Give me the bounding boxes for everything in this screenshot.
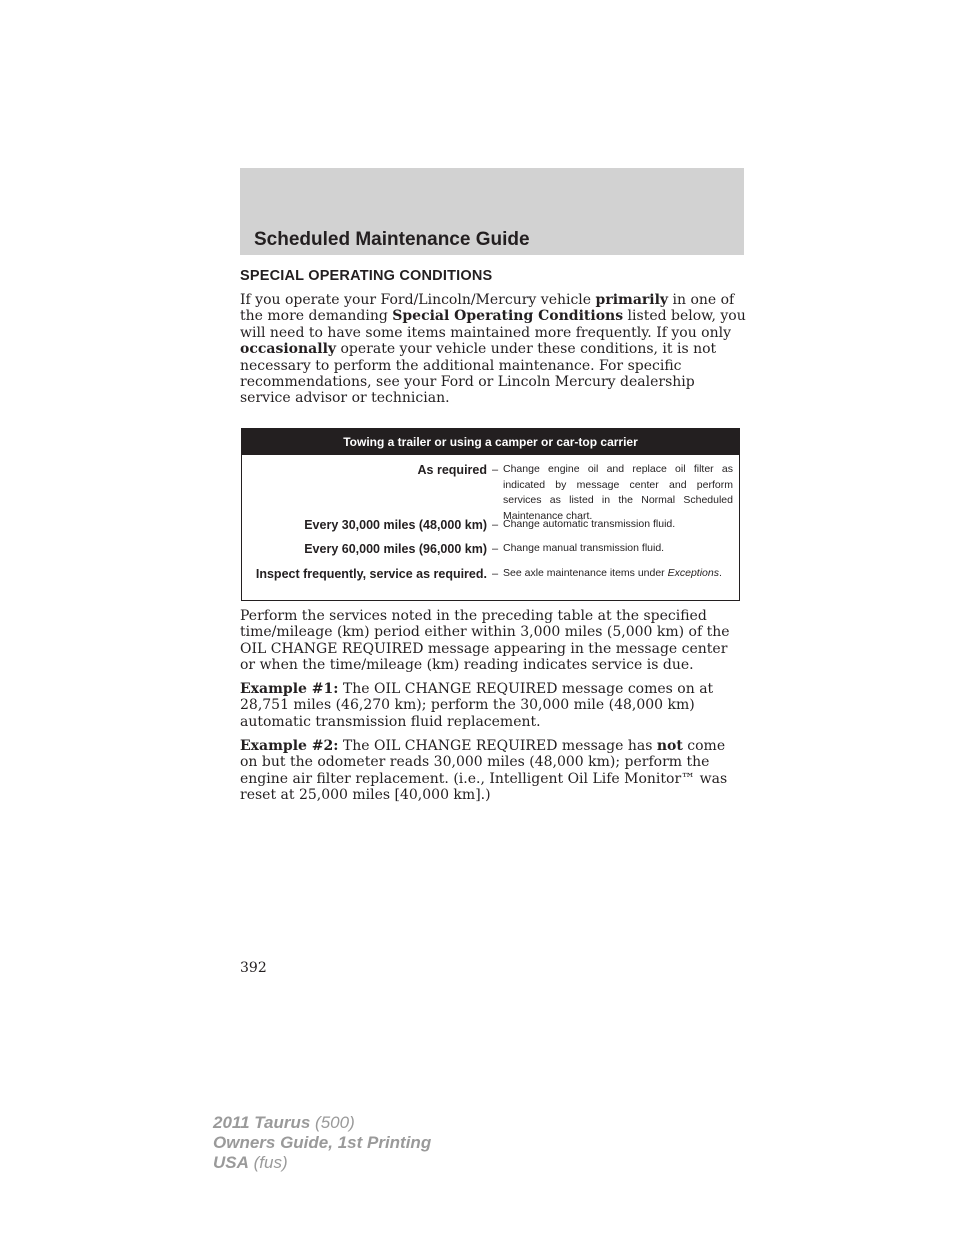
intro-bold-conditions: Special Operating Conditions — [392, 308, 624, 325]
intro-bold-occasionally: occasionally — [240, 341, 337, 358]
row-description: Change automatic transmission fluid. — [503, 518, 676, 530]
footer-line-2 — [213, 1133, 431, 1153]
page-header-title: Scheduled Maintenance Guide — [254, 229, 530, 250]
row-description — [503, 566, 733, 582]
intro-text-4: operate your vehicle under these conditions, it is not necessary to perform the additional maintenance. For specific recommendations, see your Ford or Lincoln Mercury dealership service advisor or technician. — [240, 341, 717, 407]
example-2-text-1: The OIL CHANGE REQUIRED message has — [338, 738, 657, 754]
intro-bold-primarily: primarily — [595, 292, 669, 308]
row-description-emphasis: Exceptions — [667, 567, 719, 579]
footer-model-code: (500) — [310, 1113, 355, 1132]
row-description-end: . — [718, 567, 722, 579]
footer-imprint — [213, 1113, 431, 1173]
table-row — [242, 541, 739, 557]
example-2-text-2: come on but the odometer reads 30,000 miles (48,000 km); perform the engine air filter replacement. (i.e., Intelligent Oil Life Monitor™ was reset at 25,000 miles [40,000 km].) — [240, 738, 728, 804]
maintenance-table — [241, 428, 740, 601]
row-description-text: See axle maintenance items under — [503, 567, 668, 579]
footer-market: USA — [213, 1153, 249, 1172]
section-heading: SPECIAL OPERATING CONDITIONS — [240, 268, 493, 284]
intro-paragraph — [240, 292, 746, 407]
example-2-label: Example #2: — [240, 738, 339, 754]
row-dash: – — [491, 464, 499, 476]
after-table-paragraph: Perform the services noted in the preceding table at the specified time/mileage (km) period either within 3,000 miles (5,000 km) of the OIL CHANGE REQUIRED message appearing in the message center or when the time/mileage (km) reading indicates service is due. — [240, 608, 730, 674]
example-2-paragraph — [240, 738, 746, 804]
intro-text-3: listed below, you will need to have some items maintained more frequently. If you only — [240, 308, 746, 341]
table-row — [242, 566, 739, 582]
intro-text-1: If you operate your Ford/Lincoln/Mercury vehicle — [240, 292, 596, 308]
example-1-paragraph — [240, 681, 746, 730]
footer-printing: Owners Guide, 1st Printing — [213, 1133, 432, 1152]
row-label: Every 60,000 miles (96,000 km) — [304, 542, 487, 556]
row-label: Inspect frequently, service as required. — [255, 567, 487, 581]
row-description: Change engine oil and replace oil filter as indicated by message center and perform services as listed in the Normal Scheduled Maintenance chart. — [503, 463, 733, 522]
table-row — [242, 462, 739, 524]
header-band — [240, 168, 744, 255]
example-1-text: The OIL CHANGE REQUIRED message comes on at 28,751 miles (46,270 km); perform the 30,000 mile (48,000 km) automatic transmission fluid replacement. — [240, 681, 714, 730]
row-dash: – — [491, 543, 499, 555]
row-dash: – — [491, 568, 499, 580]
example-2-bold-not: not — [656, 738, 683, 754]
footer-line-3 — [213, 1153, 431, 1173]
footer-market-code: (fus) — [248, 1153, 288, 1172]
row-label: Every 30,000 miles (48,000 km) — [304, 518, 487, 532]
page-number: 392 — [240, 960, 267, 976]
intro-text-2: in one of the more demanding — [240, 292, 735, 325]
row-description: Change manual transmission fluid. — [503, 542, 665, 554]
example-1-label: Example #1: — [240, 681, 339, 697]
table-title: Towing a trailer or using a camper or car-top carrier — [242, 429, 739, 455]
footer-line-1 — [213, 1113, 431, 1133]
row-label: As required — [417, 463, 487, 477]
table-row — [242, 517, 739, 533]
row-dash: – — [491, 519, 499, 531]
footer-model: 2011 Taurus — [213, 1113, 311, 1132]
